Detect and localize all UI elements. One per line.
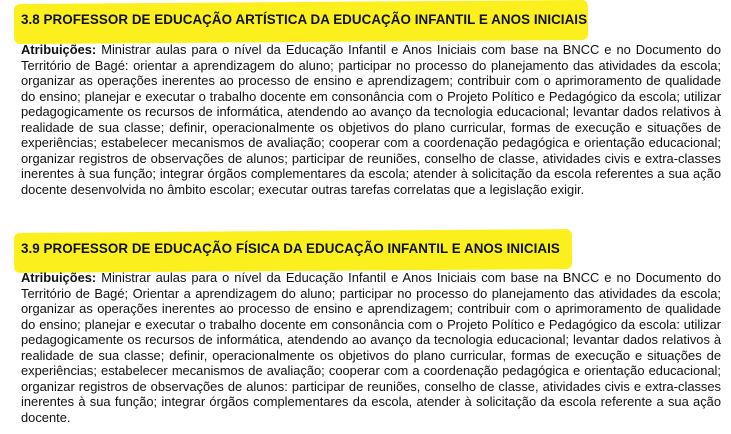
attributions-text: Ministrar aulas para o nível da Educação Infantil e Anos Iniciais com base na BNCC e no Documento do Território de Bagé; Orientar a aprendizagem do aluno; participar no processo do planejamento das atividades da escola; organizar as operações inerentes ao processo de ensino e aprendizagem; contribuir com o aprimoramento de qualidade do ensino; planejar e executar o trabalho docente em consonância com o Projeto Político e Pedagógico da escola: utilizar pedagogicamente os recursos de informática, atendendo ao avanço da tecnologia educacional; levantar dados relativos à realidade de sua classe; definir, operacionalmente os objetivos do plano curricular, formas de execução e situações de experiências; estabelecer mecanismos de avaliação; cooperar com a coordenação pedagógica e orientação educacional; organizar registros de observações de alunos: participar de reuniões, conselho de classe, atividades civis e extra-classes inerentes à sua função; integrar órgãos complementares da escola, atender à solicitação da escola referente a sua ação docente. <box>21 270 721 425</box>
attributions-text: Ministrar aulas para o nível da Educação Infantil e Anos Iniciais com base na BNCC e no Documento do Território de Bagé: orientar a aprendizagem do aluno; participar no processo do planejamento das atividades da escola; organizar as operações inerentes ao processo de ensino e aprendizagem; contribuir com o aprimoramento de qualidade do ensino; planejar e executar o trabalho docente em consonância com o Projeto Político e Pedagógico da escola; utilizar pedagogicamente os recursos de informática, atendendo ao avanço da tecnologia educacional; levantar dados relativos à realidade de sua classe; definir, operacionalmente os objetivos do plano curricular, formas de execução e situações de experiências; estabelecer mecanismos de avaliação; cooperar com a coordenação pedagógica e orientação educacional; organizar registros de observações de alunos; participar de reuniões, conselho de classe, atividades civis e extra-classes inerentes à sua função; integrar órgãos complementares da escola; atender à solicitação da escola referentes a sua ação docente desenvolvida no âmbito escolar; executar outras tarefas correlatas que a legislação exigir. <box>21 42 721 197</box>
section-heading: 3.8 PROFESSOR DE EDUCAÇÃO ARTÍSTICA DA EDUCAÇÃO INFANTIL E ANOS INICIAIS <box>21 12 588 27</box>
section-body <box>21 42 721 197</box>
section-body <box>21 270 721 425</box>
attributions-label: Atribuições: <box>21 270 97 285</box>
section-heading: 3.9 PROFESSOR DE EDUCAÇÃO FÍSICA DA EDUCAÇÃO INFANTIL E ANOS INICIAIS <box>21 241 560 256</box>
attributions-label: Atribuições: <box>21 42 97 57</box>
